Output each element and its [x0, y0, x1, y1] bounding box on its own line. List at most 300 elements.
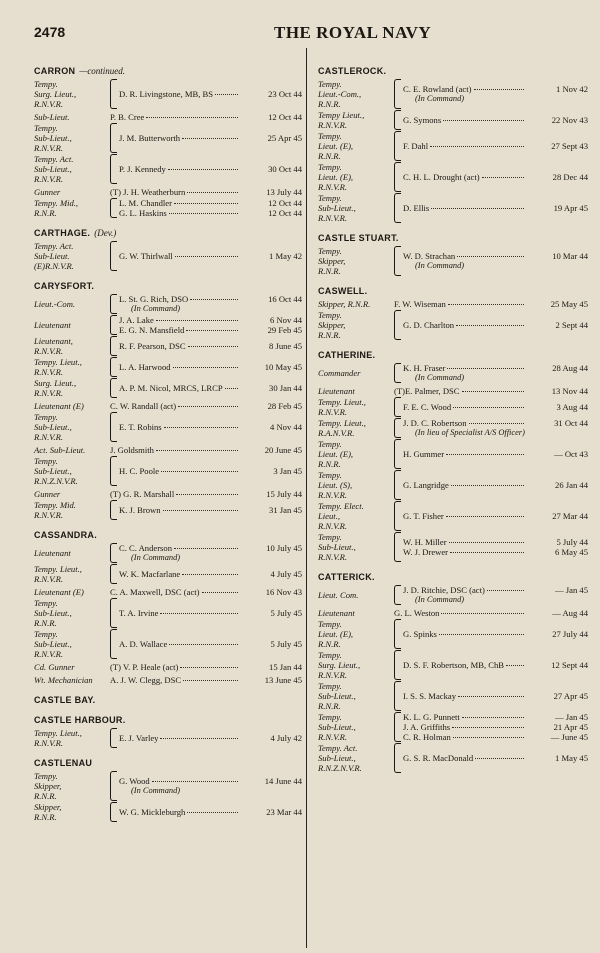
officer-name: D. S. F. Robertson, MB, ChB — [403, 660, 505, 670]
leader-dots — [447, 368, 524, 369]
officer-entry — [318, 608, 588, 618]
officer-line — [119, 341, 302, 351]
officer-name: G. L. Haskins — [119, 208, 167, 218]
officer-line — [403, 722, 588, 732]
seniority-date: 12 Oct 44 — [268, 112, 302, 122]
officer-entry — [318, 299, 588, 309]
leader-dots — [457, 256, 524, 257]
officer-names — [119, 362, 302, 372]
officer-names — [110, 587, 302, 597]
brace-mark — [110, 79, 117, 109]
seniority-date: 1 Nov 42 — [556, 84, 588, 94]
seniority-date: 26 Jan 44 — [555, 480, 588, 490]
rank-label: Tempy. Sub-Lieut., R.N.R. — [318, 681, 356, 711]
seniority-date: 13 Nov 44 — [551, 386, 588, 396]
officer-line — [119, 325, 302, 335]
seniority-date: 4 July 42 — [270, 733, 302, 743]
seniority-date: 23 Oct 44 — [268, 89, 302, 99]
officer-entry — [34, 401, 302, 411]
officer-name: J. Goldsmith — [110, 445, 154, 455]
officer-name: G. Spinks — [403, 629, 437, 639]
officer-line — [119, 133, 302, 143]
ship-name: CASTLEROCK. — [318, 66, 387, 76]
officer-name: G. S. R. MacDonald — [403, 753, 474, 763]
officer-names — [110, 445, 302, 455]
officer-line — [403, 480, 588, 490]
seniority-date: 13 July 44 — [266, 187, 302, 197]
command-note: (In Command) — [131, 304, 181, 313]
officer-line — [119, 89, 302, 99]
leader-dots — [182, 574, 238, 575]
command-note: (In lieu of Specialist A/S Officer) — [415, 428, 525, 437]
officer-name: W. H. Miller — [403, 537, 447, 547]
officer-names — [119, 133, 302, 143]
officer-names — [403, 753, 588, 763]
ship-heading — [34, 66, 302, 76]
officer-name: G. Wood — [119, 776, 150, 786]
officer-name: H. Gummer — [403, 449, 445, 459]
officer-name: (T)E. Palmer, DSC — [394, 386, 460, 396]
rank-label: Lieutenant — [34, 548, 71, 558]
seniority-date: 16 Oct 44 — [268, 294, 302, 304]
leader-dots — [178, 406, 238, 407]
officer-entry — [34, 79, 302, 109]
officer-names — [119, 294, 302, 314]
ship-name: CATHERINE. — [318, 350, 376, 360]
officer-names — [403, 115, 588, 125]
seniority-date: — Oct 43 — [554, 449, 588, 459]
officer-names — [119, 164, 302, 174]
seniority-date: 30 Jan 44 — [269, 383, 302, 393]
seniority-date: 31 Jan 45 — [269, 505, 302, 515]
officer-names — [110, 489, 302, 499]
ship-name: CARYSFORT. — [34, 281, 95, 291]
rank-label: Tempy. Sub-Lieut., R.N.Z.N.V.R. — [34, 456, 78, 486]
officer-line — [119, 505, 302, 515]
seniority-date: 10 May 45 — [264, 362, 302, 372]
seniority-date: 27 Sept 43 — [551, 141, 588, 151]
leader-dots — [458, 696, 524, 697]
rank-label: Lieutenant — [318, 386, 355, 396]
rank-label: Tempy. Lieut. (S), R.N.V.R. — [318, 470, 353, 500]
officer-line — [119, 639, 302, 649]
officer-names — [119, 569, 302, 579]
officer-line — [119, 608, 302, 618]
officer-entry — [34, 675, 302, 685]
seniority-date: 15 July 44 — [266, 489, 302, 499]
officer-line — [403, 141, 588, 151]
leader-dots — [174, 203, 238, 204]
rank-label: Tempy. Sub-Lieut., R.N.V.R. — [34, 629, 72, 659]
leader-dots — [431, 208, 524, 209]
brace-mark — [110, 241, 117, 271]
rank-label: Tempy. Sub-Lieut., R.N.V.R. — [318, 712, 356, 742]
officer-names — [403, 660, 588, 670]
rank-label: Tempy. Elect. Lieut., R.N.V.R. — [318, 501, 364, 531]
officer-entry — [318, 363, 588, 383]
column-divider — [306, 48, 307, 948]
officer-entry — [34, 445, 302, 455]
officer-name: C. W. Randall (act) — [110, 401, 177, 411]
leader-dots — [180, 667, 238, 668]
seniority-date: 23 Mar 44 — [266, 807, 302, 817]
officer-entry — [34, 294, 302, 314]
officer-name: P. J. Kennedy — [119, 164, 166, 174]
seniority-date: — Jan 45 — [555, 712, 588, 722]
officer-line — [110, 675, 302, 685]
officer-entry — [34, 771, 302, 801]
brace-mark — [394, 418, 401, 438]
seniority-date: 16 Nov 43 — [265, 587, 302, 597]
seniority-date: 28 Feb 45 — [267, 401, 302, 411]
brace-mark — [394, 501, 401, 531]
leader-dots — [164, 427, 238, 428]
officer-name: (T) V. P. Heale (act) — [110, 662, 179, 672]
officer-name: G. T. Fisher — [403, 511, 444, 521]
officer-name: C. E. Rowland (act) — [403, 84, 472, 94]
officer-line — [403, 691, 588, 701]
officer-line — [110, 187, 302, 197]
leader-dots — [176, 494, 238, 495]
leader-dots — [187, 812, 238, 813]
seniority-date: 1 May 42 — [269, 251, 302, 261]
rank-label: Tempy. Surg. Lieut., R.N.V.R. — [34, 79, 77, 109]
ship-name: CASTLENAU — [34, 758, 93, 768]
officer-name: C. H. L. Drought (act) — [403, 172, 480, 182]
brace-mark — [394, 79, 401, 109]
seniority-date: 8 June 45 — [269, 341, 302, 351]
officer-name: C. A. Maxwell, DSC (act) — [110, 587, 200, 597]
officer-name: C. R. Holman — [403, 732, 451, 742]
officer-names — [403, 320, 588, 330]
officer-line — [119, 198, 302, 208]
leader-dots — [160, 613, 238, 614]
brace-mark — [394, 193, 401, 223]
officer-names — [403, 251, 588, 271]
ship-heading — [34, 758, 302, 768]
brace-mark — [110, 412, 117, 442]
officer-name: K. J. Brown — [119, 505, 161, 515]
rank-label: Tempy. Mid. R.N.V.R. — [34, 500, 76, 520]
officer-line — [119, 362, 302, 372]
officer-line — [403, 753, 588, 763]
ship-heading — [318, 350, 588, 360]
officer-name: J. D. C. Robertson — [403, 418, 467, 428]
officer-line — [119, 383, 302, 393]
officer-name: F. Dahl — [403, 141, 429, 151]
leader-dots — [175, 256, 238, 257]
officer-entry — [318, 246, 588, 276]
officer-line — [119, 294, 302, 304]
officer-names — [119, 422, 302, 432]
leader-dots — [182, 138, 238, 139]
rank-label: Tempy. Mid., R.N.R. — [34, 198, 79, 218]
seniority-date: 27 Mar 44 — [552, 511, 588, 521]
leader-dots — [163, 510, 238, 511]
brace-mark — [394, 397, 401, 417]
rank-label: Lieut.-Com. — [34, 299, 76, 309]
brace-mark — [110, 336, 117, 356]
leader-dots — [156, 320, 238, 321]
officer-name: H. C. Poole — [119, 466, 160, 476]
officer-names — [403, 141, 588, 151]
officer-name: A. J. W. Clegg, DSC — [110, 675, 182, 685]
ship-name: CARRON — [34, 66, 76, 76]
seniority-date: — June 45 — [550, 732, 588, 742]
brace-mark — [110, 564, 117, 584]
officer-line — [110, 401, 302, 411]
leader-dots — [450, 552, 524, 553]
seniority-date: 12 Oct 44 — [268, 198, 302, 208]
seniority-date: 5 July 45 — [270, 608, 302, 618]
officer-name: J. A. Lake — [119, 315, 154, 325]
rank-label: Wt. Mechanician — [34, 675, 93, 685]
officer-line — [403, 84, 588, 94]
seniority-date: 10 July 45 — [266, 543, 302, 553]
leader-dots — [202, 592, 238, 593]
officer-name: A. P. M. Nicol, MRCS, LRCP — [119, 383, 223, 393]
leader-dots — [443, 120, 524, 121]
brace-mark — [110, 802, 117, 822]
leader-dots — [506, 665, 524, 666]
brace-mark — [110, 123, 117, 153]
rank-label: Lieutenant, R.N.V.R. — [34, 336, 73, 356]
ship-name: CASWELL. — [318, 286, 368, 296]
leader-dots — [161, 471, 238, 472]
officer-names — [403, 418, 588, 438]
officer-line — [403, 511, 588, 521]
seniority-date: 28 Aug 44 — [552, 363, 588, 373]
officer-entry — [34, 198, 302, 218]
rank-label: Tempy. Lieut. (E), R.N.R. — [318, 439, 354, 469]
seniority-date: 27 Apr 45 — [553, 691, 588, 701]
officer-name: (T) J. H. Weatherburn — [110, 187, 186, 197]
ship-heading — [34, 228, 302, 238]
officer-entry — [318, 743, 588, 773]
ship-heading — [318, 572, 588, 582]
rank-label: Tempy. Lieut., R.A.N.V.R. — [318, 418, 366, 438]
leader-dots — [451, 485, 524, 486]
rank-label: Sub-Lieut. — [34, 112, 70, 122]
officer-name: G. W. Thirlwall — [119, 251, 173, 261]
leader-dots — [487, 590, 524, 591]
rank-label: Skipper, R.N.R. — [318, 299, 371, 309]
officer-names — [119, 383, 302, 393]
officer-line — [119, 466, 302, 476]
officer-entry — [34, 564, 302, 584]
officer-names — [403, 480, 588, 490]
brace-mark — [394, 110, 401, 130]
seniority-date: 31 Oct 44 — [554, 418, 588, 428]
leader-dots — [456, 325, 524, 326]
officer-entry — [34, 662, 302, 672]
brace-mark — [394, 246, 401, 276]
officer-line — [119, 422, 302, 432]
officer-name: A. D. Wallace — [119, 639, 168, 649]
seniority-date: 3 Aug 44 — [556, 402, 588, 412]
officer-name: W. D. Strachan — [403, 251, 456, 261]
brace-mark — [394, 439, 401, 469]
command-note: (In Command) — [131, 553, 181, 562]
officer-names — [403, 84, 588, 104]
officer-name: P. B. Cree — [110, 112, 145, 122]
ship-heading — [318, 66, 588, 76]
officer-entry — [318, 79, 588, 109]
officer-line — [403, 449, 588, 459]
officer-entry — [34, 629, 302, 659]
leader-dots — [449, 542, 524, 543]
ship-name: CASSANDRA. — [34, 530, 98, 540]
leader-dots — [439, 634, 524, 635]
officer-entry — [34, 315, 302, 335]
leader-dots — [441, 613, 524, 614]
seniority-date: 25 Apr 45 — [267, 133, 302, 143]
officer-entry — [318, 439, 588, 469]
officer-entry — [34, 598, 302, 628]
leader-dots — [168, 169, 238, 170]
command-note: (In Command) — [415, 261, 465, 270]
officer-line — [403, 585, 588, 595]
rank-label: Act. Sub-Lieut. — [34, 445, 86, 455]
officer-line — [110, 112, 302, 122]
brace-mark — [110, 500, 117, 520]
officer-entry — [34, 123, 302, 153]
brace-mark — [394, 310, 401, 340]
officer-line — [119, 807, 302, 817]
left-column — [34, 56, 302, 823]
officer-line — [119, 543, 302, 553]
officer-names — [119, 639, 302, 649]
brace-mark — [110, 629, 117, 659]
brace-mark — [394, 470, 401, 500]
officer-line — [119, 776, 302, 786]
officer-names — [403, 511, 588, 521]
officer-line — [403, 115, 588, 125]
officer-entry — [318, 501, 588, 531]
rank-label: Lieutenant (E) — [34, 401, 84, 411]
officer-entry — [34, 412, 302, 442]
rank-label: Tempy. Sub-Lieut., R.N.V.R. — [318, 193, 356, 223]
officer-line — [394, 608, 588, 618]
officer-line — [403, 660, 588, 670]
officer-entry — [318, 110, 588, 130]
leader-dots — [475, 758, 524, 759]
leader-dots — [146, 117, 238, 118]
officer-name: D. Ellis — [403, 203, 430, 213]
rank-label: Tempy. Act. Sub-Lieut. (E)R.N.V.R. — [34, 241, 74, 271]
rank-label: Tempy. Lieut., R.N.V.R. — [318, 397, 366, 417]
brace-mark — [110, 543, 117, 563]
brace-mark — [110, 357, 117, 377]
seniority-date: 10 Mar 44 — [552, 251, 588, 261]
ship-name: CASTLE STUART. — [318, 233, 399, 243]
command-note: (In Command) — [415, 595, 465, 604]
brace-mark — [110, 154, 117, 184]
seniority-date: 20 June 45 — [264, 445, 302, 455]
officer-line — [403, 537, 588, 547]
rank-label: Lieutenant (E) — [34, 587, 84, 597]
brace-mark — [110, 456, 117, 486]
officer-entry — [34, 802, 302, 822]
leader-dots — [188, 346, 238, 347]
officer-line — [394, 299, 588, 309]
officer-name: E. G. N. Mansfield — [119, 325, 185, 335]
officer-line — [403, 363, 588, 373]
seniority-date: 6 May 45 — [555, 547, 588, 557]
right-column — [318, 56, 588, 774]
rank-label: Tempy. Act. Sub-Lieut., R.N.V.R. — [34, 154, 74, 184]
rank-label: Tempy. Skipper, R.N.R. — [318, 310, 346, 340]
officer-entry — [34, 112, 302, 122]
officer-line — [403, 712, 588, 722]
seniority-date: 14 June 44 — [264, 776, 302, 786]
officer-names — [403, 585, 588, 605]
seniority-date: 12 Sept 44 — [551, 660, 588, 670]
officer-entry — [318, 470, 588, 500]
officer-name: G. D. Charlton — [403, 320, 455, 330]
ship-heading — [34, 530, 302, 540]
brace-mark — [110, 378, 117, 398]
officer-name: W. K. Macfarlane — [119, 569, 181, 579]
officer-line — [403, 402, 588, 412]
officer-names — [110, 401, 302, 411]
officer-entry — [34, 728, 302, 748]
officer-names — [403, 203, 588, 213]
rank-label: Tempy. Lieut.-Com., R.N.R. — [318, 79, 362, 109]
officer-entry — [318, 193, 588, 223]
ship-heading — [34, 281, 302, 291]
rank-label: Tempy. Lieut. (E), R.N.V.R. — [318, 162, 354, 192]
officer-line — [119, 251, 302, 261]
officer-names — [110, 112, 302, 122]
officer-names — [119, 341, 302, 351]
officer-name: K. H. Fraser — [403, 363, 446, 373]
officer-names — [403, 712, 588, 742]
rank-label: Tempy. Lieut., R.N.V.R. — [34, 728, 82, 748]
leader-dots — [215, 94, 238, 95]
officer-names — [119, 543, 302, 563]
rank-label: Tempy. Surg. Lieut., R.N.V.R. — [318, 650, 361, 680]
officer-names — [394, 299, 588, 309]
rank-label: Commander — [318, 368, 361, 378]
officer-names — [119, 733, 302, 743]
officer-name: G. Symons — [403, 115, 442, 125]
rank-label: Tempy. Lieut. (E), R.N.R. — [318, 131, 354, 161]
officer-entry — [34, 154, 302, 184]
officer-names — [119, 505, 302, 515]
officer-entry — [34, 187, 302, 197]
seniority-date: 13 June 45 — [264, 675, 302, 685]
leader-dots — [448, 304, 524, 305]
officer-line — [119, 569, 302, 579]
officer-names — [110, 187, 302, 197]
rank-label: Tempy. Lieut., R.N.V.R. — [34, 357, 82, 377]
officer-entry — [318, 310, 588, 340]
officer-name: K. L. G. Punnett — [403, 712, 460, 722]
officer-names — [119, 608, 302, 618]
brace-mark — [394, 585, 401, 605]
leader-dots — [430, 146, 524, 147]
rank-label: Tempy. Skipper, R.N.R. — [34, 771, 62, 801]
officer-line — [110, 489, 302, 499]
ship-note: —continued. — [79, 66, 126, 76]
leader-dots — [474, 89, 525, 90]
officer-line — [403, 251, 588, 261]
officer-names — [394, 386, 588, 396]
command-note: (In Command) — [415, 94, 465, 103]
rank-label: Tempy Lieut., R.N.V.R. — [318, 110, 365, 130]
rank-label: Lieutenant — [318, 608, 355, 618]
